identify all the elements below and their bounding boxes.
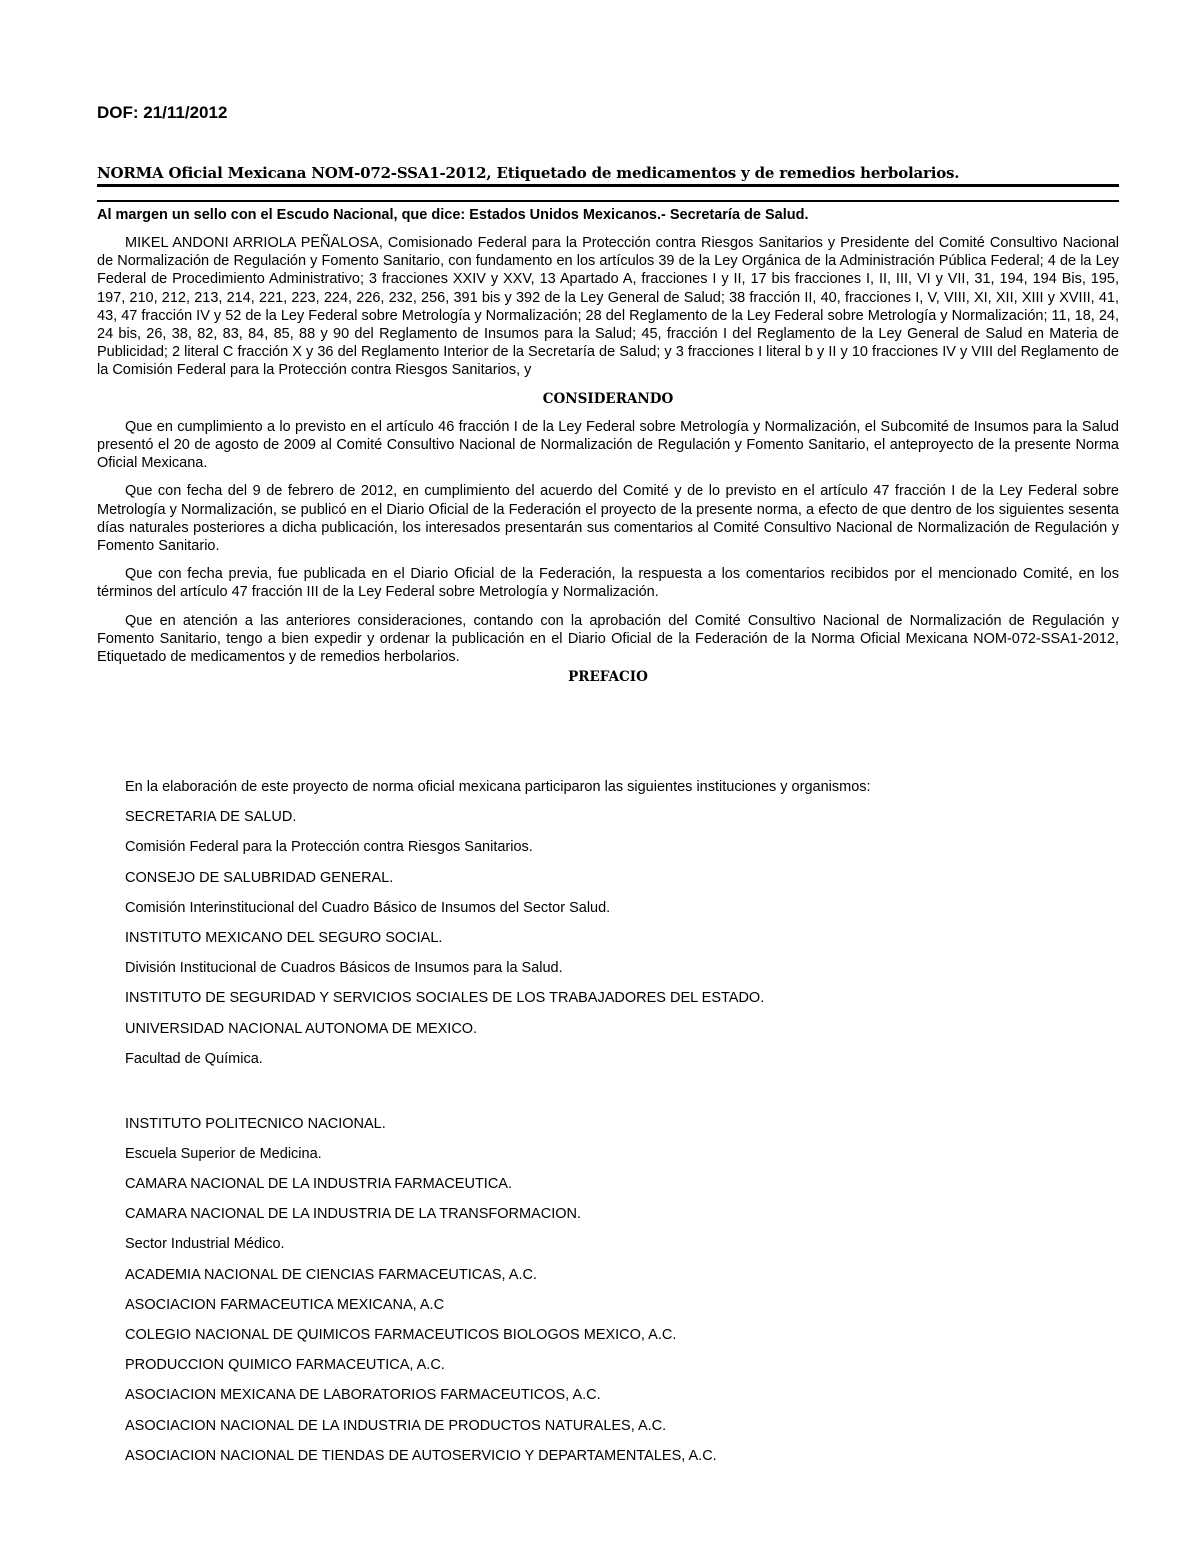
intro-paragraph: MIKEL ANDONI ARRIOLA PEÑALOSA, Comisionado Federal para la Protección contra Riesgos Sanitarios y Presidente del Comité Consultivo Nacional de Normalización de Regulación y Fomento Sanitario, con fundamento en los artículos 39 de la Ley Orgánica de la Administración Pública Federal; 4 de la Ley Federal de Procedimiento Administrativo; 3 fracciones XXIV y XXV, 13 Apartado A, fracciones I y II, 17 bis fracciones I, II, III, VI y VII, 31, 194, 194 Bis, 195, 197, 210, 212, 213, 214, 221, 223, 224, 226, 232, 256, 391 bis y 392 de la Ley General de Salud; 38 fracción II, 40, fracciones I, V, VIII, XI, XII, XIII y XVIII, 41, 43, 47 fracción IV y 52 de la Ley Federal sobre Metrología y Normalización; 28 del Reglamento de la Ley Federal sobre Metrología y Normalización; 11, 18, 24, 24 bis, 26, 38, 82, 83, 84, 85, 88 y 90 del Reglamento de Insumos para la Salud; 45, fracción I del Reglamento de la Ley General de Salud en Materia de Publicidad; 2 literal C fracción X y 36 del Reglamento Interior de la Secretaría de Salud; y 3 fracciones I literal b y II y 10 fracciones IV y VIII del Reglamento de la Comisión Federal para la Protección contra Riesgos Sanitarios, y — [97, 235, 1119, 379]
list-item: INSTITUTO POLITECNICO NACIONAL. — [125, 1115, 386, 1132]
considerando-paragraph: Que en atención a las anteriores consideraciones, contando con la aprobación del Comité Consultivo Nacional de Normalización de Regulación y Fomento Sanitario, tengo a bien expedir y ordenar la publicación en el Diario Oficial de la Federación de la Norma Oficial Mexicana NOM-072-SSA1-2012, Etiquetado de medicamentos y de remedios herbolarios. — [97, 612, 1119, 666]
list-item: CONSEJO DE SALUBRIDAD GENERAL. — [125, 869, 394, 886]
list-item: CAMARA NACIONAL DE LA INDUSTRIA FARMACEUTICA. — [125, 1176, 513, 1193]
considerando-paragraph: Que con fecha del 9 de febrero de 2012, en cumplimiento del acuerdo del Comité y de lo previsto en el artículo 47 fracción I de la Ley Federal sobre Metrología y Normalización, se publicó en el Diario Oficial de la Federación el proyecto de la presente norma, a efecto de que dentro de los siguientes sesenta días naturales posteriores a dicha publicación, los interesados presentarán sus comentarios al Comité Consultivo Nacional de Normalización de Regulación y Fomento Sanitario. — [97, 483, 1119, 555]
list-item: INSTITUTO DE SEGURIDAD Y SERVICIOS SOCIALES DE LOS TRABAJADORES DEL ESTADO. — [125, 990, 765, 1007]
list-item: ASOCIACION NACIONAL DE TIENDAS DE AUTOSERVICIO Y DEPARTAMENTALES, A.C. — [125, 1447, 717, 1464]
title-rule-bottom — [97, 200, 1119, 202]
list-item: CAMARA NACIONAL DE LA INDUSTRIA DE LA TRANSFORMACION. — [125, 1206, 582, 1223]
list-item: Sector Industrial Médico. — [125, 1236, 285, 1253]
title-rule-top — [97, 184, 1119, 187]
list-item: UNIVERSIDAD NACIONAL AUTONOMA DE MEXICO. — [125, 1020, 478, 1037]
list-item: SECRETARIA DE SALUD. — [125, 809, 297, 826]
considerando-paragraph: Que en cumplimiento a lo previsto en el artículo 46 fracción I de la Ley Federal sobre Metrología y Normalización, el Subcomité de Insumos para la Salud presentó el 20 de agosto de 2009 al Comité Consultivo Nacional de Normalización de Regulación y Fomento Sanitario, el anteproyecto de la presente Norma Oficial Mexicana. — [97, 418, 1119, 472]
considerando-paragraph: Que con fecha previa, fue publicada en el Diario Oficial de la Federación, la respuesta a los comentarios recibidos por el mencionado Comité, en los términos del artículo 47 fracción III de la Ley Federal sobre Metrología y Normalización. — [97, 566, 1119, 601]
document-body — [97, 234, 1119, 696]
institutions-list — [125, 778, 1115, 1477]
list-item: Facultad de Química. — [125, 1050, 263, 1067]
list-item: ASOCIACION MEXICANA DE LABORATORIOS FARMACEUTICOS, A.C. — [125, 1387, 601, 1404]
prefacio-heading: PREFACIO — [568, 669, 648, 686]
list-item: ACADEMIA NACIONAL DE CIENCIAS FARMACEUTICAS, A.C. — [125, 1266, 537, 1283]
list-item: COLEGIO NACIONAL DE QUIMICOS FARMACEUTICOS BIOLOGOS MEXICO, A.C. — [125, 1327, 677, 1343]
list-item: ASOCIACION FARMACEUTICA MEXICANA, A.C — [125, 1296, 445, 1313]
considerando-heading: CONSIDERANDO — [542, 390, 674, 407]
list-item: División Institucional de Cuadros Básicos de Insumos para la Salud. — [125, 960, 563, 977]
list-item: Escuela Superior de Medicina. — [125, 1145, 322, 1162]
list-item: ASOCIACION NACIONAL DE LA INDUSTRIA DE PRODUCTOS NATURALES, A.C. — [125, 1417, 667, 1434]
document-title: NORMA Oficial Mexicana NOM-072-SSA1-2012, Etiquetado de medicamentos y de remedios herbolarios. — [97, 164, 960, 182]
list-item: Comisión Federal para la Protección contra Riesgos Sanitarios. — [125, 839, 533, 856]
prefacio-intro: En la elaboración de este proyecto de norma oficial mexicana participaron las siguientes instituciones y organismos: — [125, 779, 871, 795]
list-item: INSTITUTO MEXICANO DEL SEGURO SOCIAL. — [125, 929, 443, 946]
margin-note: Al margen un sello con el Escudo Nacional, que dice: Estados Unidos Mexicanos.- Secretaría de Salud. — [97, 207, 809, 223]
list-item: Comisión Interinstitucional del Cuadro Básico de Insumos del Sector Salud. — [125, 899, 611, 916]
list-item: PRODUCCION QUIMICO FARMACEUTICA, A.C. — [125, 1357, 445, 1374]
dof-date: DOF: 21/11/2012 — [97, 103, 228, 122]
